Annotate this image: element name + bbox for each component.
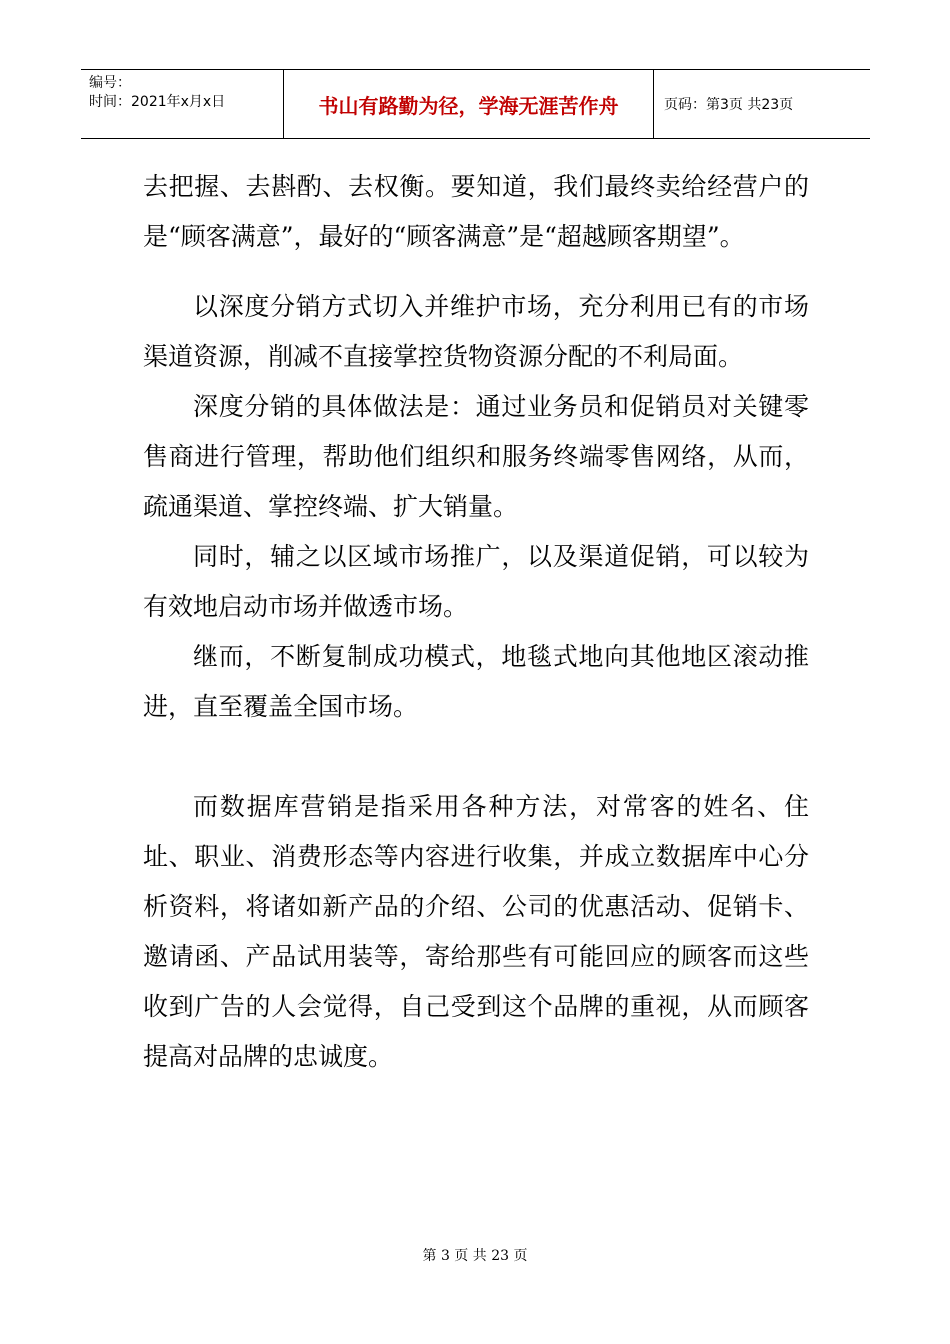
body-paragraph: 继而，不断复制成功模式，地毯式地向其他地区滚动推进，直至覆盖全国市场。 (143, 642, 809, 721)
body-paragraph: 去把握、去斟酌、去权衡。要知道，我们最终卖给经营户的是“顾客满意”，最好的“顾客满意”是“超越顾客期望”。 (143, 172, 809, 251)
body-paragraph: 同时，辅之以区域市场推广，以及渠道促销，可以较为有效地启动市场并做透市场。 (143, 542, 809, 621)
document-time-label: 时间：2021年x月x日 (89, 94, 226, 110)
header-meta (81, 70, 283, 138)
body-paragraph: 深度分销的具体做法是：通过业务员和促销员对关键零售商进行管理，帮助他们组织和服务终端零售网络，从而，疏通渠道、掌控终端、扩大销量。 (143, 392, 809, 521)
header-page-number: 页码：第3页 共23页 (664, 97, 794, 113)
header-page-cell (654, 70, 870, 138)
header-motto: 书山有路勤为径，学海无涯苦作舟 (318, 93, 619, 118)
body-paragraph: 而数据库营销是指采用各种方法，对常客的姓名、住址、职业、消费形态等内容进行收集，并成立数据库中心分析资料，将诸如新产品的介绍、公司的优惠活动、促销卡、邀请函、产品试用装等，寄给那些有可能回应的顾客而这些收到广告的人会觉得，自己受到这个品牌的重视，从而顾客提高对品牌的忠诚度。 (143, 792, 809, 1071)
page-header (81, 69, 870, 139)
header-motto-cell (283, 70, 654, 138)
document-number-label: 编号： (89, 75, 131, 91)
body-paragraph: 以深度分销方式切入并维护市场，充分利用已有的市场渠道资源，削减不直接掌控货物资源分配的不利局面。 (143, 292, 809, 371)
document-body (143, 162, 809, 1082)
page-footer: 第 3 页 共 23 页 (422, 1248, 528, 1264)
